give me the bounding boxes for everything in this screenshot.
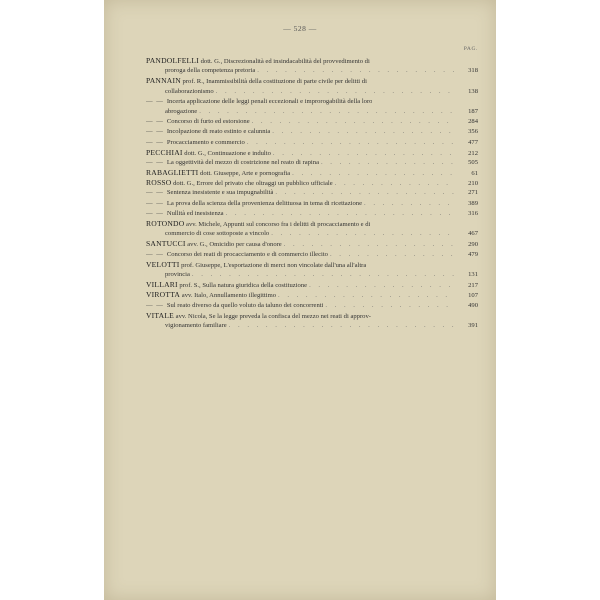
entry-page-number: 217 bbox=[468, 282, 478, 290]
entry-page-number: 131 bbox=[468, 270, 478, 278]
entry-dash: — — bbox=[146, 301, 164, 309]
entry-author: SANTUCCI bbox=[146, 239, 186, 249]
entry-page-number: 389 bbox=[468, 199, 478, 207]
entry-title: avv. Nicola, Se la legge preveda la confisca del mezzo nei reati di approv- bbox=[174, 312, 371, 320]
entry-page-number: 356 bbox=[468, 128, 478, 136]
entry-author: PANNAIN bbox=[146, 76, 181, 86]
entry-dash: — — bbox=[146, 209, 164, 217]
entry-title: vigionamento familiare bbox=[165, 321, 227, 329]
entry-title: prof. S., Sulla natura giuridica della costituzione bbox=[177, 282, 308, 290]
entry-line bbox=[146, 188, 478, 198]
entry-title: Concorso dei reati di procacciamento e di commercio illecito bbox=[166, 250, 328, 258]
entry-dash: — — bbox=[146, 128, 164, 136]
entry-page-number: 467 bbox=[468, 230, 478, 238]
entry-title: avv. Italo, Annullamento illegittimo bbox=[180, 292, 277, 300]
index-entry bbox=[146, 209, 478, 219]
entry-line bbox=[146, 219, 478, 229]
entry-author: PANDOLFELLI bbox=[146, 56, 199, 65]
index-entry bbox=[146, 148, 478, 158]
entry-line bbox=[146, 56, 478, 66]
index-entry bbox=[146, 199, 478, 209]
index-entry bbox=[146, 250, 478, 260]
entry-line bbox=[146, 97, 478, 107]
index-entry bbox=[146, 178, 478, 188]
entry-author: RABAGLIETTI bbox=[146, 168, 199, 178]
index-entry bbox=[146, 290, 478, 300]
dot-leader bbox=[270, 127, 454, 137]
entry-page-number: 479 bbox=[468, 250, 478, 258]
dot-leader bbox=[328, 250, 454, 260]
entry-line bbox=[146, 199, 478, 209]
entry-page-number: 505 bbox=[468, 158, 478, 166]
dot-leader bbox=[245, 138, 454, 148]
dot-leader bbox=[227, 321, 454, 331]
entry-line bbox=[146, 239, 478, 249]
entry-title: dott. G., Errore del privato che oltraggi un pubblico ufficiale bbox=[171, 180, 333, 188]
entry-line bbox=[146, 280, 478, 290]
entry-page-number: 391 bbox=[468, 321, 478, 329]
entry-title: avv. G., Omicidio per causa d'onore bbox=[185, 241, 282, 249]
entry-dash: — — bbox=[146, 118, 164, 126]
entry-line bbox=[146, 270, 478, 280]
entry-line bbox=[146, 209, 478, 219]
entry-line bbox=[146, 87, 478, 97]
dot-leader bbox=[214, 87, 454, 97]
entry-line bbox=[146, 301, 478, 311]
entry-page-number: 61 bbox=[471, 170, 478, 178]
entry-title: Sul reato diverso da quello voluto da taluno dei concorrenti bbox=[166, 301, 324, 309]
entry-line bbox=[146, 76, 478, 86]
entry-title: prof. R., Inammissibilità della costituzione di parte civile per delitti di bbox=[180, 78, 367, 86]
page-number: — 528 — bbox=[283, 24, 317, 33]
pag-column-label: PAG. bbox=[463, 46, 478, 52]
entry-line bbox=[146, 321, 478, 331]
entry-line bbox=[146, 260, 478, 270]
entry-line bbox=[146, 117, 478, 127]
entry-dash: — — bbox=[146, 199, 164, 207]
index-entry bbox=[146, 158, 478, 168]
entry-author: PECCHIAI bbox=[146, 147, 183, 157]
entry-line bbox=[146, 229, 478, 239]
index-entry bbox=[146, 127, 478, 137]
dot-leader bbox=[269, 229, 454, 239]
entry-page-number: 210 bbox=[468, 180, 478, 188]
index-entry bbox=[146, 117, 478, 127]
entry-page-number: 316 bbox=[468, 209, 478, 217]
entry-line bbox=[146, 138, 478, 148]
entry-line bbox=[146, 311, 478, 321]
entry-title: dott. Giuseppe, Arte e pornografia bbox=[198, 170, 291, 178]
index-entry bbox=[146, 219, 478, 239]
entry-author: VIROTTA bbox=[146, 290, 181, 300]
entry-title: Concorso di furto ed estorsione bbox=[166, 118, 250, 126]
entry-page-number: 477 bbox=[468, 138, 478, 146]
entry-page-number: 212 bbox=[468, 149, 478, 157]
dot-leader bbox=[224, 209, 454, 219]
entry-dash: — — bbox=[146, 189, 164, 197]
index-entry bbox=[146, 301, 478, 311]
entry-dash: — — bbox=[146, 250, 164, 258]
entry-author: VILLARI bbox=[146, 280, 178, 290]
index-entry bbox=[146, 168, 478, 178]
entry-page-number: 284 bbox=[468, 118, 478, 126]
dot-leader bbox=[197, 107, 454, 117]
entry-line bbox=[146, 127, 478, 137]
dot-leader bbox=[307, 281, 454, 291]
entry-title: La oggettività del mezzo di costrizione nel reato di rapina bbox=[166, 158, 319, 166]
entry-title: provincia bbox=[165, 270, 190, 278]
dot-leader bbox=[190, 270, 454, 280]
entry-title: commercio di cose sottoposte a vincolo bbox=[165, 230, 270, 238]
entry-author: VITALE bbox=[146, 310, 175, 320]
entry-author: VELOTTI bbox=[146, 259, 180, 269]
entry-title: proroga della competenza pretoria bbox=[165, 67, 256, 75]
index-entry bbox=[146, 260, 478, 280]
entry-title: abrogazione bbox=[165, 107, 198, 115]
entry-line bbox=[146, 178, 478, 188]
entry-title: dott. G., Continuazione e indulto bbox=[182, 149, 271, 157]
index-entries bbox=[146, 56, 478, 331]
entry-line bbox=[146, 148, 478, 158]
entry-line bbox=[146, 168, 478, 178]
entry-line bbox=[146, 107, 478, 117]
index-entry bbox=[146, 76, 478, 96]
entry-author: ROSSO bbox=[146, 178, 172, 188]
dot-leader bbox=[255, 66, 454, 76]
entry-line bbox=[146, 290, 478, 300]
entry-title: prof. Giuseppe, L'esportazione di merci non vincolate dall'una all'altra bbox=[179, 261, 367, 269]
entry-dash: — — bbox=[146, 97, 164, 105]
entry-dash: — — bbox=[146, 158, 164, 166]
entry-author: ROTONDO bbox=[146, 219, 185, 228]
entry-title: dott. G., Discrezionalità ed insindacabilità del provvedimento di bbox=[198, 58, 370, 65]
entry-line bbox=[146, 66, 478, 76]
entry-title: Nullità ed inesistenza bbox=[166, 209, 224, 217]
index-entry bbox=[146, 138, 478, 148]
dot-leader bbox=[250, 117, 454, 127]
entry-dash: — — bbox=[146, 138, 164, 146]
entry-page-number: 490 bbox=[468, 301, 478, 309]
index-entry bbox=[146, 311, 478, 331]
entry-page-number: 318 bbox=[468, 67, 478, 75]
entry-title: Incolpazione di reato estinto e calunnia bbox=[166, 128, 271, 136]
entry-title: Sentenza inesistente e sua impugnabilità bbox=[166, 189, 274, 197]
index-entry bbox=[146, 239, 478, 249]
entry-line bbox=[146, 250, 478, 260]
entry-title: La prova della scienza della provenienza delittuosa in tema di ricettazione bbox=[166, 199, 363, 207]
entry-line bbox=[146, 158, 478, 168]
index-entry bbox=[146, 188, 478, 198]
dot-leader bbox=[323, 301, 454, 311]
index-entry bbox=[146, 56, 478, 76]
dot-leader bbox=[319, 158, 454, 168]
entry-page-number: 107 bbox=[468, 292, 478, 300]
entry-page-number: 271 bbox=[468, 189, 478, 197]
dot-leader bbox=[273, 188, 454, 198]
index-entry bbox=[146, 97, 478, 117]
entry-title: Incerta applicazione delle leggi penali eccezionali e improrogabilità della loro bbox=[166, 97, 373, 105]
entry-page-number: 187 bbox=[468, 107, 478, 115]
entry-title: avv. Michele, Appunti sul concorso fra i delitti di procacciamento e di bbox=[184, 221, 371, 228]
entry-title: collaborazionismo bbox=[165, 87, 214, 95]
dot-leader bbox=[362, 199, 454, 209]
document-page bbox=[104, 0, 496, 600]
index-entry bbox=[146, 280, 478, 290]
entry-page-number: 290 bbox=[468, 241, 478, 249]
entry-page-number: 138 bbox=[468, 87, 478, 95]
entry-title: Procacciamento e commercio bbox=[166, 138, 245, 146]
